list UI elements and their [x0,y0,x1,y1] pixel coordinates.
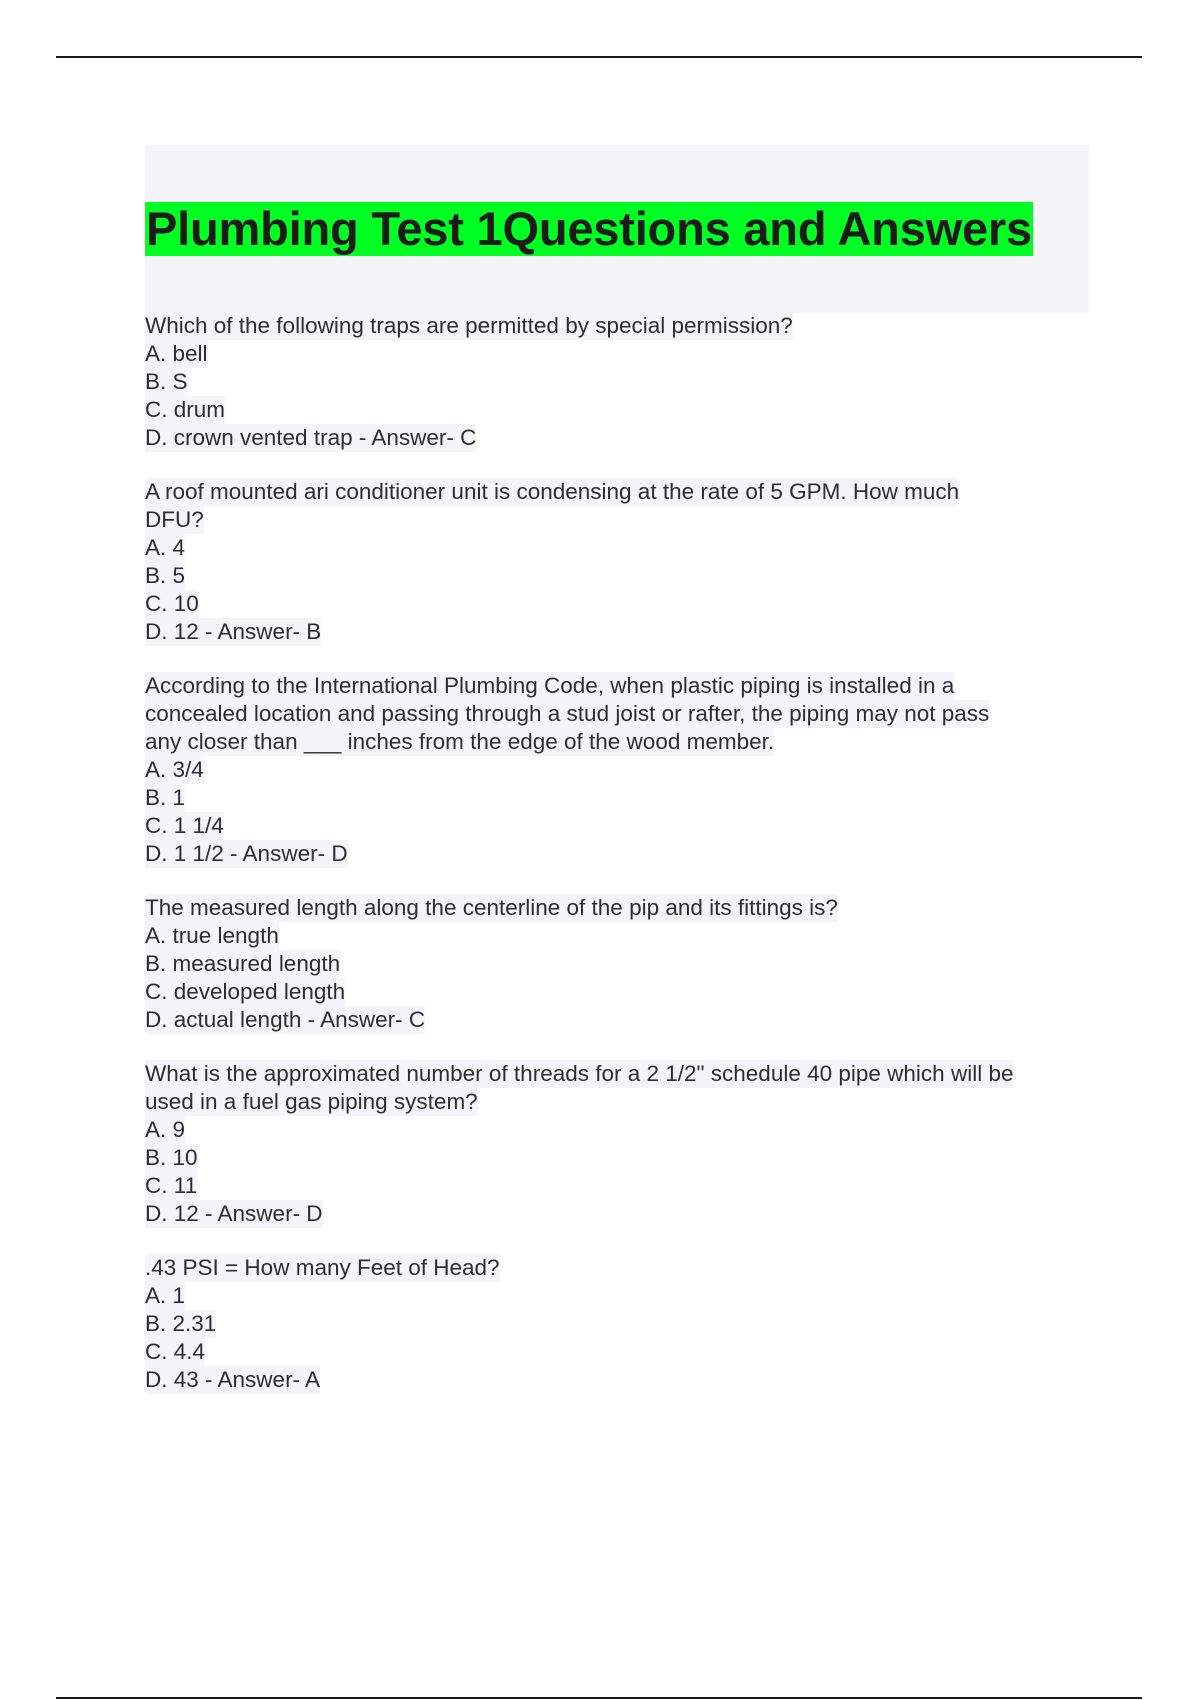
question-line: B. 1 [145,785,186,810]
answer-line: D. actual length - Answer- C [145,1007,426,1032]
document-title: Plumbing Test 1Questions and Answers [146,202,1032,255]
question-block [145,672,1095,868]
question-line: B. S [145,369,188,394]
answer-line: D. crown vented trap - Answer- C [145,425,477,450]
question-line: B. 10 [145,1145,198,1170]
bottom-rule [56,1697,1142,1699]
question-line: C. 11 [145,1173,198,1198]
question-line: Which of the following traps are permitted by special permission? [145,313,793,338]
question-block [145,894,1095,1034]
question-line: A. 3/4 [145,757,204,782]
answer-line: D. 43 - Answer- A [145,1367,321,1392]
question-line: used in a fuel gas piping system? [145,1089,478,1114]
answer-line: D. 1 1/2 - Answer- D [145,841,348,866]
question-list [145,312,1095,1420]
question-line: concealed location and passing through a stud joist or rafter, the piping may not pass [145,701,990,726]
question-block [145,312,1095,452]
question-line: any closer than ___ inches from the edge of the wood member. [145,729,775,754]
question-line: A. 1 [145,1283,186,1308]
question-line: .43 PSI = How many Feet of Head? [145,1255,500,1280]
question-line: According to the International Plumbing Code, when plastic piping is installed in a [145,673,955,698]
question-line: The measured length along the centerline of the pip and its fittings is? [145,895,838,920]
question-block [145,478,1095,646]
answer-line: D. 12 - Answer- D [145,1201,323,1226]
question-line: A roof mounted ari conditioner unit is condensing at the rate of 5 GPM. How much [145,479,960,504]
question-line: C. drum [145,397,226,422]
question-line: What is the approximated number of threads for a 2 1/2" schedule 40 pipe which will be [145,1061,1014,1086]
question-line: A. 4 [145,535,186,560]
question-line: C. 4.4 [145,1339,206,1364]
question-line: DFU? [145,507,204,532]
question-block [145,1254,1095,1394]
question-line: B. measured length [145,951,341,976]
question-line: B. 2.31 [145,1311,217,1336]
question-line: C. developed length [145,979,346,1004]
question-line: C. 10 [145,591,199,616]
question-line: C. 1 1/4 [145,813,224,838]
answer-line: D. 12 - Answer- B [145,619,322,644]
question-line: B. 5 [145,563,186,588]
question-line: A. true length [145,923,279,948]
top-rule [56,56,1142,58]
question-block [145,1060,1095,1228]
question-line: A. 9 [145,1117,186,1142]
question-line: A. bell [145,341,208,366]
